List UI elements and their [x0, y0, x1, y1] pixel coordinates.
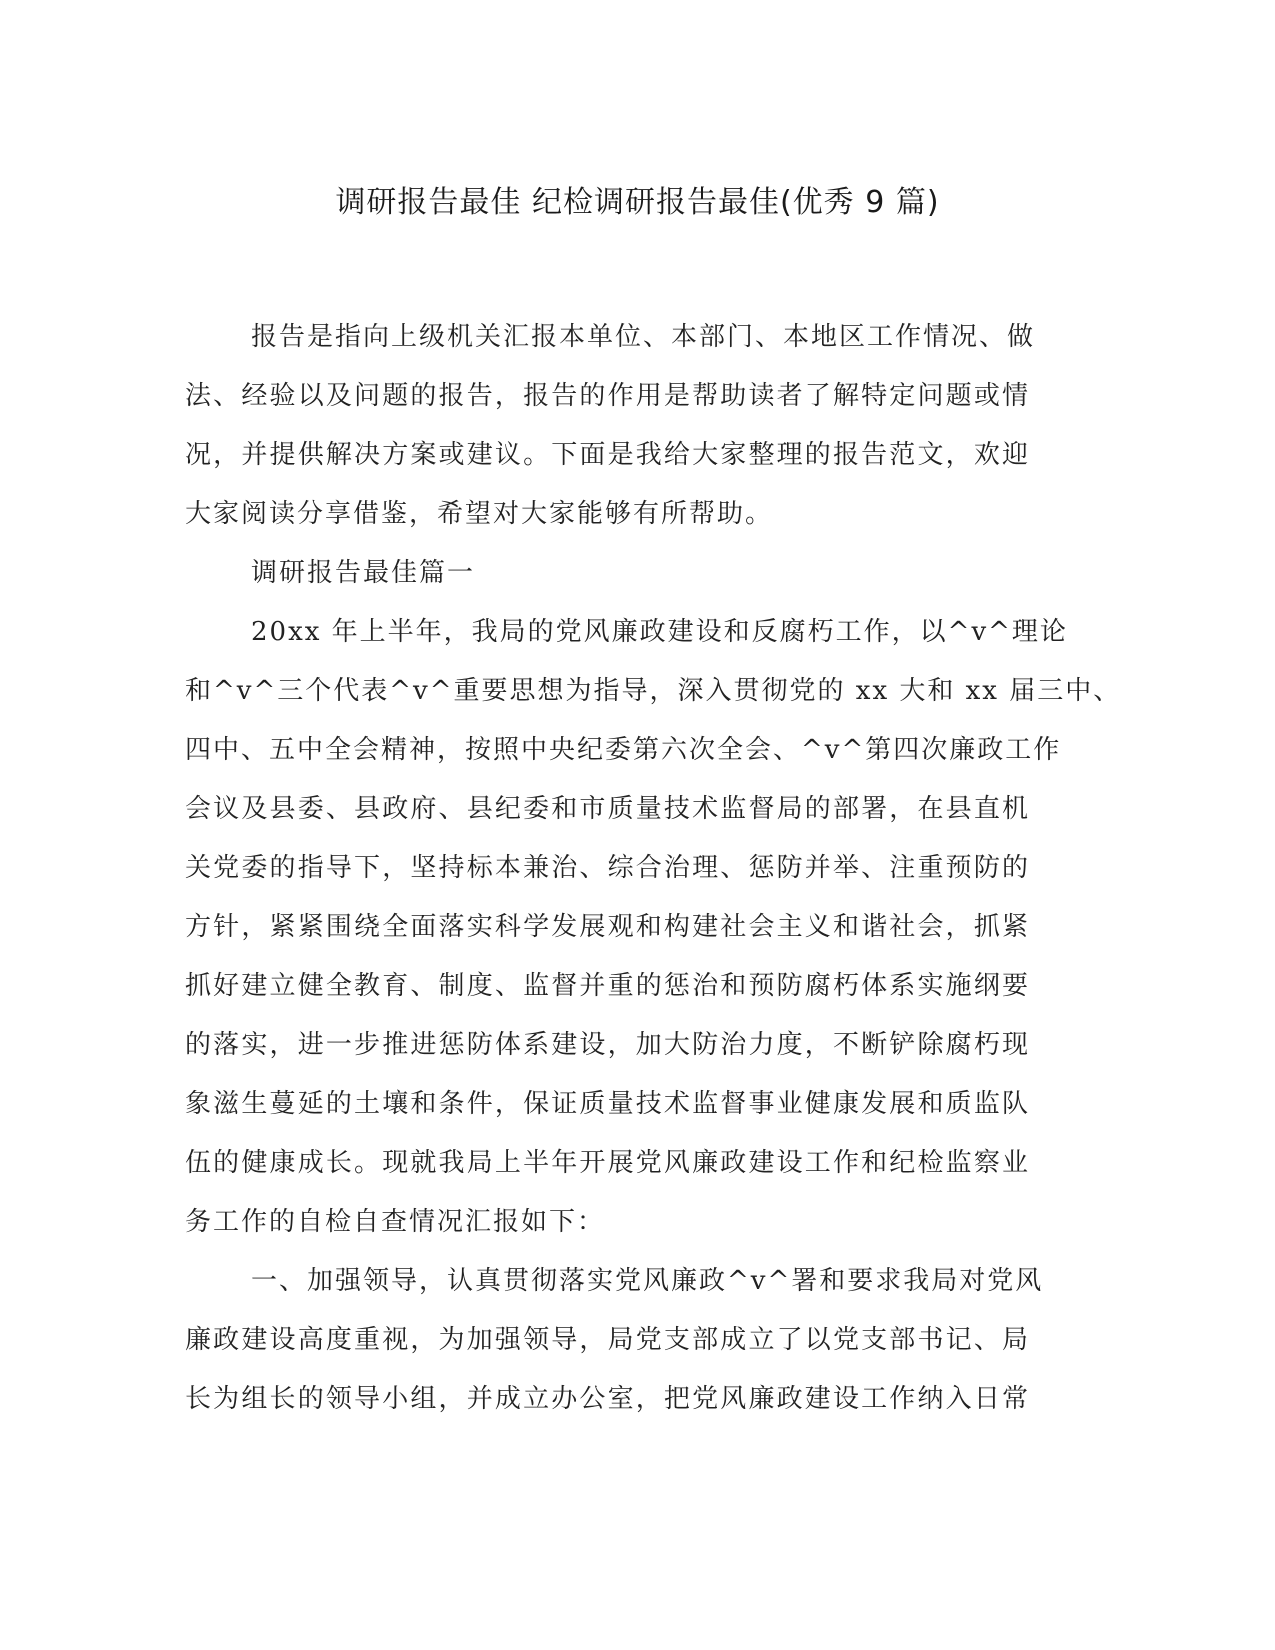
- paragraph-line: 会议及县委、县政府、县纪委和市质量技术监督局的部署，在县直机: [185, 794, 1030, 824]
- paragraph-line: 务工作的自检自查情况汇报如下：: [185, 1207, 606, 1237]
- paragraph-line: 20xx 年上半年，我局的党风廉政建设和反腐朽工作，以^v^理论: [251, 617, 1068, 647]
- document-title: 调研报告最佳 纪检调研报告最佳(优秀 9 篇): [335, 185, 940, 220]
- paragraph-line: 一、加强领导，认真贯彻落实党风廉政^v^署和要求我局对党风: [251, 1266, 1044, 1296]
- paragraph-line: 方针，紧紧围绕全面落实科学发展观和构建社会主义和谐社会，抓紧: [185, 912, 1030, 942]
- paragraph-line: 关党委的指导下，坚持标本兼治、综合治理、惩防并举、注重预防的: [185, 853, 1030, 883]
- paragraph-line: 伍的健康成长。现就我局上半年开展党风廉政建设工作和纪检监察业: [185, 1148, 1030, 1178]
- paragraph-line: 和^v^三个代表^v^重要思想为指导，深入贯彻党的 xx 大和 xx 届三中、: [185, 676, 1122, 706]
- paragraph-line: 廉政建设高度重视，为加强领导，局党支部成立了以党支部书记、局: [185, 1325, 1030, 1355]
- paragraph-line: 四中、五中全会精神，按照中央纪委第六次全会、^v^第四次廉政工作: [185, 735, 1062, 765]
- paragraph-line: 的落实，进一步推进惩防体系建设，加大防治力度，不断铲除腐朽现: [185, 1030, 1030, 1060]
- paragraph-line: 况，并提供解决方案或建议。下面是我给大家整理的报告范文，欢迎: [185, 440, 1030, 470]
- paragraph-line: 抓好建立健全教育、制度、监督并重的惩治和预防腐朽体系实施纲要: [185, 971, 1030, 1001]
- paragraph-line: 报告是指向上级机关汇报本单位、本部门、本地区工作情况、做: [251, 322, 1036, 352]
- paragraph-line: 大家阅读分享借鉴，希望对大家能够有所帮助。: [185, 499, 774, 529]
- section-heading: 调研报告最佳篇一: [251, 558, 476, 588]
- paragraph-line: 法、经验以及问题的报告，报告的作用是帮助读者了解特定问题或情: [185, 381, 1030, 411]
- paragraph-line: 象滋生蔓延的土壤和条件，保证质量技术监督事业健康发展和质监队: [185, 1089, 1030, 1119]
- paragraph-line: 长为组长的领导小组，并成立办公室，把党风廉政建设工作纳入日常: [185, 1384, 1030, 1414]
